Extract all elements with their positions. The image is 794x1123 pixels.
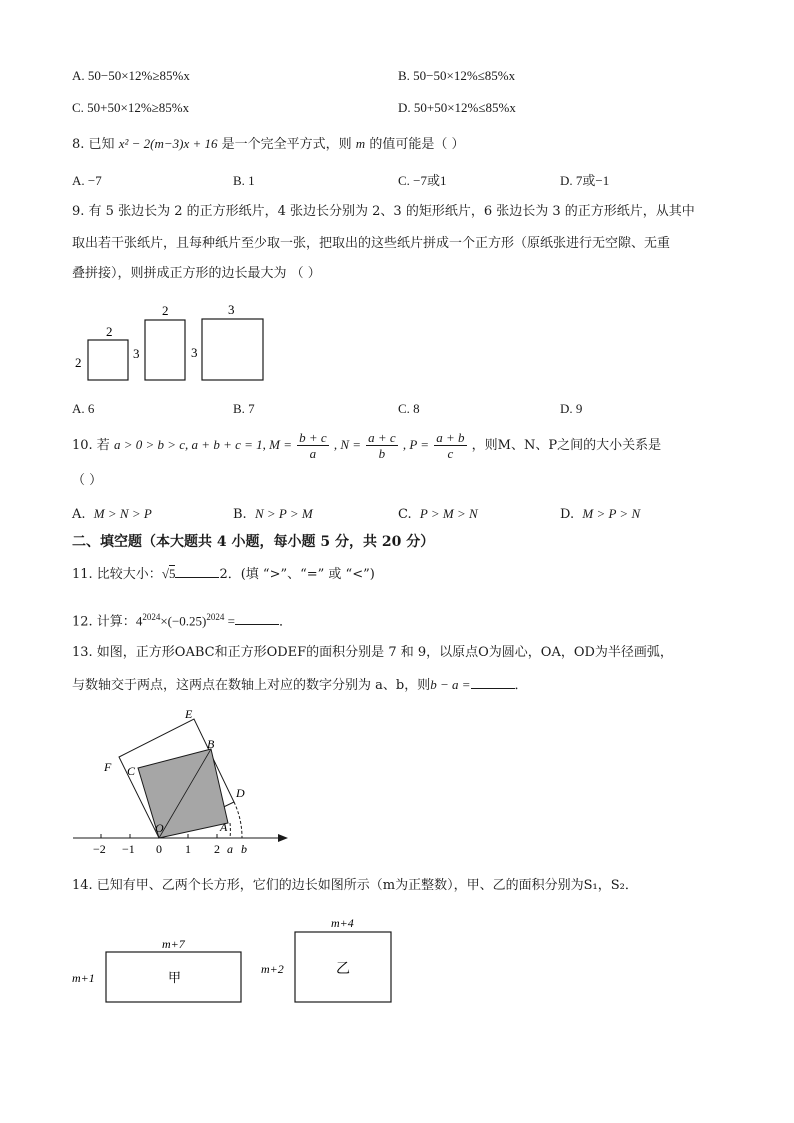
rect-jia-label: 甲 <box>168 970 182 985</box>
q13-line-2-end: ． <box>514 678 528 693</box>
q9-label-s3-top: 3 <box>228 302 235 317</box>
q9-line-3: 叠拼接），则拼成正方形的边长最大为 （ ） <box>72 266 321 281</box>
q11-suffix: 2．(填 “>”、“=” 或 “<”) <box>219 567 375 582</box>
q10-p-denominator: c <box>447 446 454 461</box>
q13-answer-blank <box>471 676 515 689</box>
q8-prefix: 8. 已知 <box>72 137 115 152</box>
q10-p-label: , P = <box>402 437 430 452</box>
q10-option-d-label: D. <box>560 507 575 522</box>
q10-option-c-text: P > M > N <box>419 506 478 521</box>
q12-mid: ×(−0.25) <box>160 613 207 629</box>
q10-fraction-n <box>366 430 398 461</box>
q11-radicand: 5 <box>168 566 176 581</box>
tick-label-a: a <box>227 842 233 856</box>
tick-label-1: 1 <box>185 842 191 856</box>
q13-figure <box>68 702 293 862</box>
q10-n-numerator: a + c <box>368 430 396 445</box>
point-o-label: O <box>155 821 164 835</box>
q14-stem: 14. 已知有甲、乙两个长方形，它们的边长如图所示（m为正整数），甲、乙的面积分别为S₁，S₂． <box>72 878 638 893</box>
q8-option-b: B. 1 <box>233 173 255 188</box>
q7-option-b: B. 50−50×12%≤85%x <box>398 68 516 83</box>
q10-option-a-label: A. <box>72 507 86 522</box>
point-b-label: B <box>207 737 215 751</box>
q9-square-3 <box>202 319 263 380</box>
q8-formula: x² − 2(m−3)x + 16 <box>118 136 218 151</box>
q10-option-d-text: M > P > N <box>582 506 641 521</box>
q10-prefix: 10. 若 <box>72 438 110 453</box>
q10-option-c-label: C. <box>398 507 412 522</box>
point-d-label: D <box>236 786 245 800</box>
sqrt-symbol: √ <box>161 566 169 581</box>
q7-option-a: A. 50−50×12%≥85%x <box>72 68 190 83</box>
q9-rect-2x3 <box>145 320 185 380</box>
q8-stem <box>72 135 464 154</box>
q9-option-a: A. 6 <box>72 401 95 416</box>
q9-label-s2-top: 2 <box>162 303 169 318</box>
section-heading: 二、填空题（本大题共 4 小题，每小题 5 分，共 20 分） <box>72 534 435 550</box>
q9-label-s3-left: 3 <box>191 345 198 360</box>
q9-option-d: D. 9 <box>560 401 583 416</box>
q10-p-numerator: a + b <box>436 430 465 445</box>
q10-n-denominator: b <box>378 446 386 461</box>
point-c-label: C <box>127 764 136 778</box>
number-line-arrow <box>278 834 288 842</box>
q10-option-a <box>72 505 152 524</box>
tick-label-2: 2 <box>214 842 220 856</box>
q10-n-label: , N = <box>333 437 362 452</box>
tick-label-b: b <box>241 842 247 856</box>
tick-label-minus-1: −1 <box>122 842 135 856</box>
square-oabc <box>138 749 228 838</box>
q9-label-s1-left: 2 <box>75 355 82 370</box>
q8-option-a: A. −7 <box>72 173 102 188</box>
q10-option-d <box>560 505 640 524</box>
q8-var: m <box>355 136 366 151</box>
q14-figure <box>68 908 398 1008</box>
q9-square-2 <box>88 340 128 380</box>
q11-answer-blank <box>175 565 219 578</box>
q8-mid: 是一个完全平方式，则 <box>221 137 352 152</box>
q10-fraction-p <box>434 430 466 461</box>
q12-base: 4 <box>135 613 143 629</box>
q13-line-2 <box>72 676 528 695</box>
q9-label-s1-top: 2 <box>106 324 113 339</box>
q10-m-numerator: b + c <box>299 430 327 445</box>
q9-option-c: C. 8 <box>398 401 420 416</box>
q9-label-s2-left: 3 <box>133 346 140 361</box>
q12-stem <box>72 608 292 631</box>
q12-prefix: 12. 计算： <box>72 614 136 630</box>
q7-option-d: D. 50+50×12%≤85%x <box>398 100 516 115</box>
q9-line-1: 9. 有 5 张边长为 2 的正方形纸片，4 张边长分别为 2、3 的矩形纸片，6 张边长为 3 的正方形纸片，从其中 <box>72 204 695 219</box>
rect-yi-label: 乙 <box>336 962 350 977</box>
q12-exp-1: 2024 <box>142 612 161 622</box>
q10-option-b <box>233 505 313 524</box>
q10-option-b-label: B. <box>233 507 247 522</box>
q10-suffix: ，则M、N、P之间的大小关系是 <box>471 438 662 453</box>
q10-option-a-text: M > N > P <box>93 506 152 521</box>
q10-fraction-m <box>297 430 329 461</box>
point-a-label: A <box>220 820 228 834</box>
q10-m-denominator: a <box>309 446 317 461</box>
q8-option-c: C. −7或1 <box>398 173 447 188</box>
q10-option-b-text: N > P > M <box>254 506 313 521</box>
q8-suffix: 的值可能是（ ） <box>369 137 465 152</box>
arc-od <box>234 802 242 838</box>
q11-stem <box>72 565 375 584</box>
q9-figure <box>68 300 278 386</box>
point-f-label: F <box>104 760 112 774</box>
rect-yi-top-label: m+4 <box>331 916 354 930</box>
tick-label-minus-2: −2 <box>93 842 106 856</box>
tick-label-0: 0 <box>156 842 162 856</box>
q11-prefix: 11. 比较大小： <box>72 567 162 582</box>
q9-option-b: B. 7 <box>233 401 255 416</box>
q12-end: ． <box>278 614 292 630</box>
rect-jia-top-label: m+7 <box>162 937 185 951</box>
q9-line-2: 取出若干张纸片，且每种纸片至少取一张，把取出的这些纸片拼成一个正方形（原纸张进行无空隙、无重 <box>72 236 671 251</box>
q13-expression: b − a = <box>430 677 471 692</box>
q13-line-1: 13. 如图，正方形OABC和正方形ODEF的面积分别是 7 和 9，以原点O为圆心，OA，OD为半径画弧， <box>72 645 673 660</box>
q8-option-d: D. 7或−1 <box>560 173 610 188</box>
rect-yi-left-label: m+2 <box>261 962 284 976</box>
q10-condition: a > 0 > b > c, a + b + c = 1, M = <box>113 437 292 452</box>
q12-exp-2: 2024 <box>206 612 225 622</box>
q10-option-c <box>398 505 478 524</box>
q12-equals: = <box>224 613 235 629</box>
q13-line-2-text: 与数轴交于两点，这两点在数轴上对应的数字分别为 a、b，则 <box>72 678 431 693</box>
q10-answer-paren: （ ） <box>72 473 103 488</box>
q10-stem <box>72 428 661 463</box>
q12-answer-blank <box>235 612 279 625</box>
q7-option-c: C. 50+50×12%≥85%x <box>72 100 190 115</box>
rect-jia-left-label: m+1 <box>72 971 95 985</box>
point-e-label: E <box>185 707 193 721</box>
